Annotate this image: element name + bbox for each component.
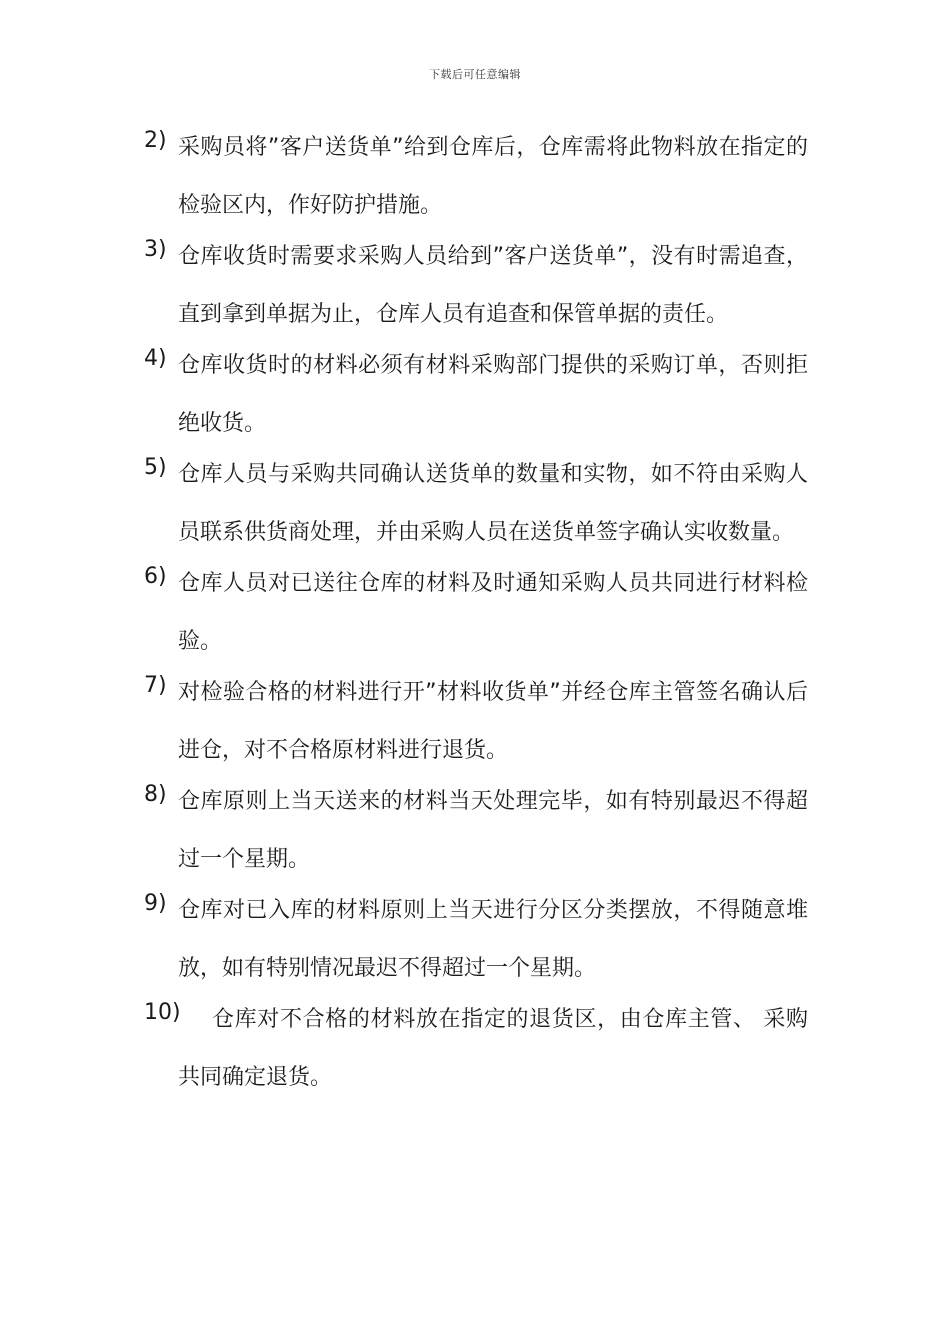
list-item <box>0 228 950 344</box>
list-item <box>0 991 950 1107</box>
list-item <box>0 337 950 453</box>
item-number: 9) <box>144 891 167 916</box>
item-text: 仓库对不合格的材料放在指定的退货区，由仓库主管、 采购共同确定退货。 <box>178 1007 808 1090</box>
list-item <box>0 446 950 562</box>
item-number: 4) <box>144 346 167 371</box>
item-text: 采购员将”客户送货单”给到仓库后，仓库需将此物料放在指定的检验区内，作好防护措施。 <box>178 135 808 218</box>
item-number: 3) <box>144 237 167 262</box>
item-text: 仓库对已入库的材料原则上当天进行分区分类摆放，不得随意堆放，如有特别情况最迟不得超过一个星期。 <box>178 898 808 981</box>
list-item <box>0 555 950 671</box>
item-number: 6) <box>144 564 167 589</box>
item-text: 仓库人员对已送往仓库的材料及时通知采购人员共同进行材料检验。 <box>178 571 808 654</box>
item-number: 7) <box>144 673 167 698</box>
list-item <box>0 664 950 780</box>
item-number: 2) <box>144 128 167 153</box>
item-text: 对检验合格的材料进行开”材料收货单”并经仓库主管签名确认后进仓，对不合格原材料进行退货。 <box>178 680 808 763</box>
list-item <box>0 882 950 998</box>
list-item <box>0 119 950 235</box>
list-item <box>0 773 950 889</box>
item-number: 10) <box>144 1000 181 1025</box>
item-text: 仓库人员与采购共同确认送货单的数量和实物，如不符由采购人员联系供货商处理，并由采购人员在送货单签字确认实收数量。 <box>178 462 808 545</box>
item-text: 仓库原则上当天送来的材料当天处理完毕，如有特别最迟不得超过一个星期。 <box>178 789 808 872</box>
item-text: 仓库收货时需要求采购人员给到”客户送货单”，没有时需追查，直到拿到单据为止，仓库人员有追查和保管单据的责任。 <box>178 244 808 327</box>
document-body <box>0 126 950 1107</box>
item-number: 8) <box>144 782 167 807</box>
item-text: 仓库收货时的材料必须有材料采购部门提供的采购订单，否则拒绝收货。 <box>178 353 808 436</box>
item-number: 5) <box>144 455 167 480</box>
page-header: 下载后可任意编辑 <box>429 68 521 81</box>
